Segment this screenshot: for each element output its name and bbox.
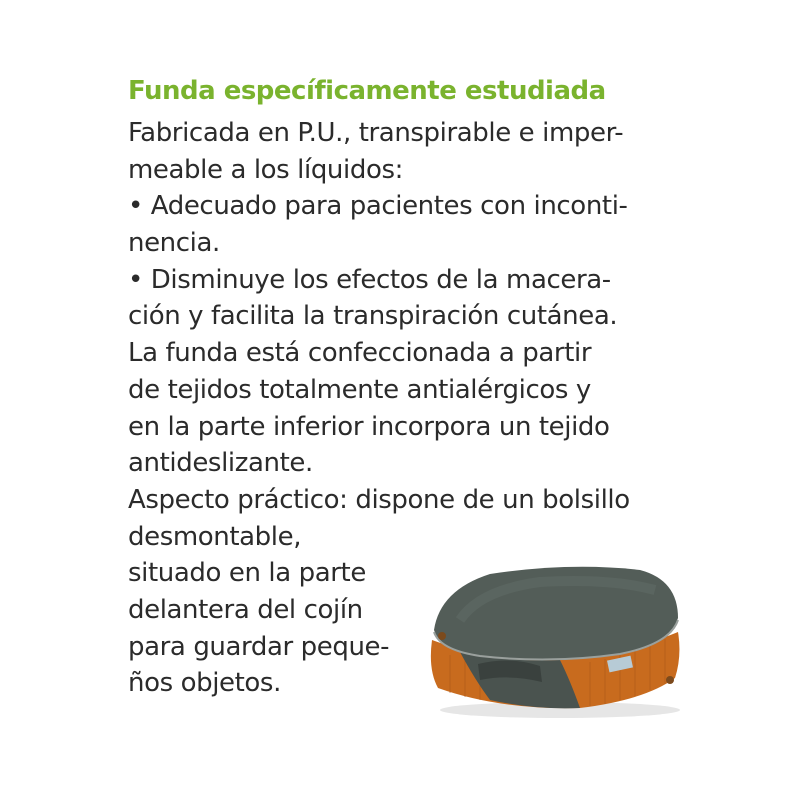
text-line: Aspecto práctico: dispone de un bolsillo — [128, 484, 630, 515]
text-line: para guardar peque- — [128, 631, 390, 662]
text-line: Fabricada en P.U., transpirable e imper- — [128, 118, 624, 148]
section-heading: Funda específicamente estudiada — [128, 76, 606, 106]
text-line: delantera del cojín — [128, 594, 363, 625]
text-line: desmontable, — [128, 521, 302, 552]
text-line: situado en la parte — [128, 558, 366, 589]
text-line: nencia. — [128, 228, 220, 259]
text-line: meable a los líquidos: — [128, 154, 403, 185]
text-line: en la parte inferior incorpora un tejido — [128, 411, 610, 442]
text-line: antideslizante. — [128, 448, 313, 479]
text-line: La funda está confeccionada a partir — [128, 338, 592, 369]
text-line: de tejidos totalmente antialérgicos y — [128, 374, 591, 405]
text-line: ños objetos. — [128, 668, 281, 699]
bullet-item: • Adecuado para pacientes con inconti- — [128, 191, 628, 222]
bullet-item: • Disminuye los efectos de la macera- — [128, 264, 611, 295]
text-line: ción y facilita la transpiración cutánea. — [128, 301, 618, 332]
seat-cushion-image — [420, 560, 685, 720]
